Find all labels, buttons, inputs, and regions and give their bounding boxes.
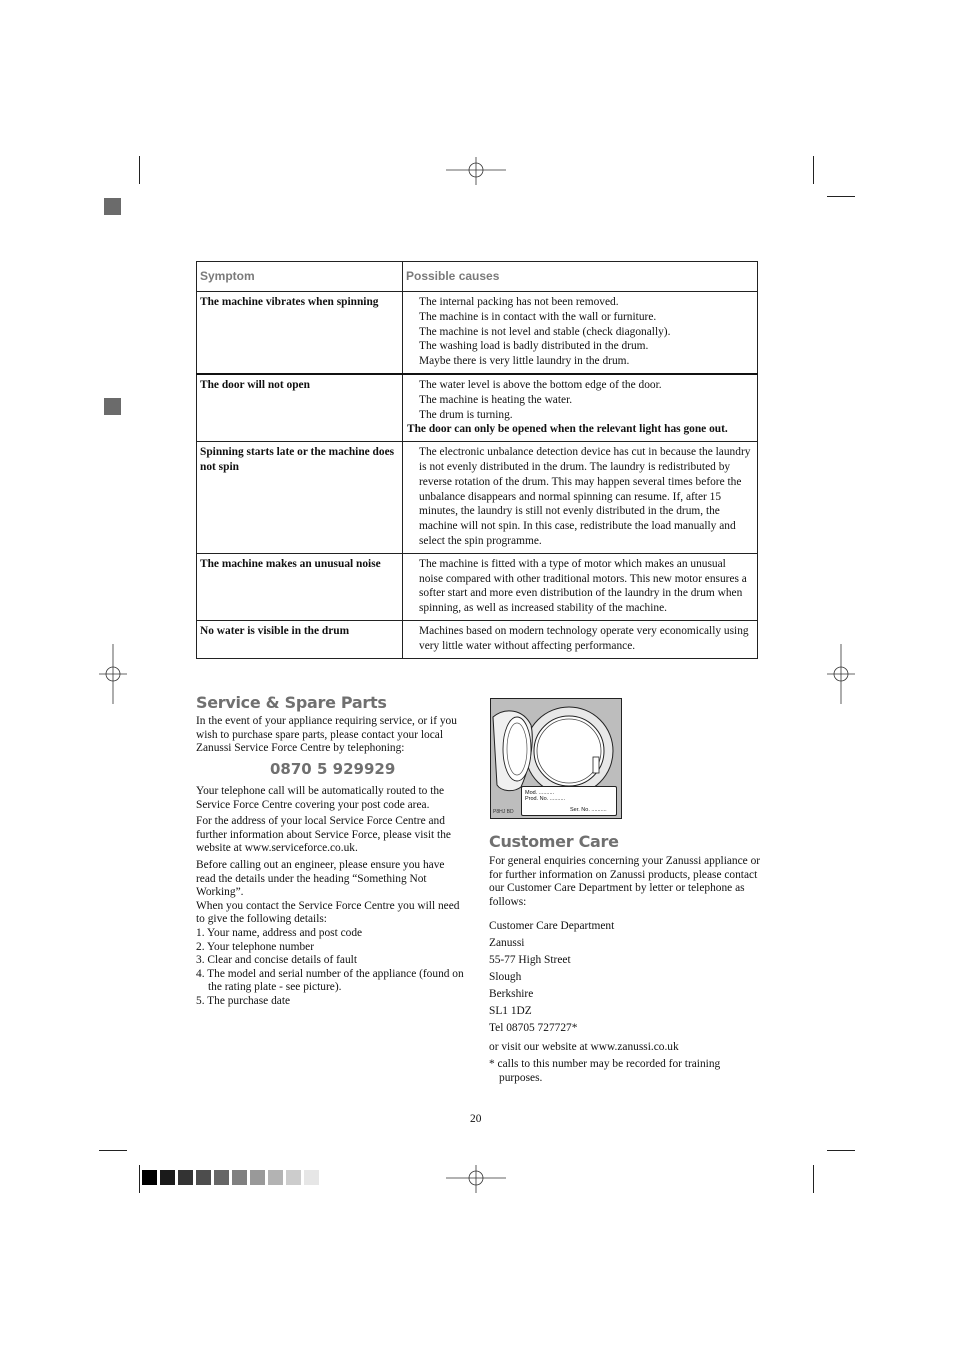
list-item: 2. Your telephone number — [196, 940, 315, 953]
symptom-cell: Spinning starts late or the machine does not spin — [197, 442, 403, 554]
rating-plate-serial-number: Ser. No. .......... — [570, 807, 607, 813]
crop-mark — [827, 196, 855, 197]
margin-marker — [104, 198, 121, 215]
service-paragraph: When you contact the Service Force Centre you will need to give the following details: — [196, 899, 460, 926]
cause-line: The machine is not level and stable (check diagonally). — [419, 325, 671, 338]
address-line: Slough — [489, 970, 522, 983]
cause-line: The machine is in contact with the wall or furniture. — [419, 310, 657, 323]
causes-cell — [403, 553, 758, 620]
address-line: 55-77 High Street — [489, 953, 571, 966]
table-row — [197, 292, 758, 374]
address-line: SL1 1DZ — [489, 1004, 532, 1017]
service-heading: Service & Spare Parts — [196, 693, 387, 712]
cause-note: The door can only be opened when the relevant light has gone out. — [407, 423, 728, 436]
list-item: 5. The purchase date — [196, 994, 291, 1007]
causes-cell — [403, 292, 758, 374]
list-item: 3. Clear and concise details of fault — [196, 954, 357, 967]
color-swatch — [196, 1170, 211, 1185]
customer-care-website: or visit our website at www.zanussi.co.uk — [489, 1041, 679, 1053]
customer-care-heading: Customer Care — [489, 832, 619, 851]
service-phone-number: 0870 5 929929 — [270, 760, 396, 778]
column-header-causes: Possible causes — [403, 262, 758, 292]
rating-plate-product-number: Prod. No. .......... — [525, 796, 566, 802]
list-item: 4. The model and serial number of the appliance (found on the rating plate - see picture). — [196, 967, 464, 994]
color-swatch — [142, 1170, 157, 1185]
rating-plate — [521, 786, 617, 816]
color-swatch — [286, 1170, 301, 1185]
table-row — [197, 553, 758, 620]
column-header-symptom: Symptom — [197, 262, 403, 292]
symptom-cell: The door will not open — [197, 374, 403, 442]
customer-care-intro: For general enquiries concerning your Zanussi appliance or for further information on Zanussi products, please contact our Customer Care Department by letter or telephone as follows: — [489, 855, 761, 908]
cause-line: Maybe there is very little laundry in the drum. — [419, 355, 630, 368]
service-paragraph: Your telephone call will be automatically routed to the Service Force Centre covering your post code area. — [196, 785, 445, 811]
registration-mark-bottom — [446, 1165, 506, 1193]
telephone-line: Tel 08705 727727* — [489, 1021, 578, 1034]
crop-mark — [827, 1150, 855, 1151]
causes-cell — [403, 374, 758, 442]
registration-mark-top — [446, 157, 506, 185]
table-row — [197, 374, 758, 442]
rating-plate-code: P8HJ BD — [493, 809, 514, 815]
symptom-cell: The machine makes an unusual noise — [197, 553, 403, 620]
table-row — [197, 620, 758, 658]
crop-mark — [139, 156, 140, 184]
cause-text: Machines based on modern technology operate very economically using very little water without affecting performance. — [419, 624, 749, 652]
cause-line: The water level is above the bottom edge of the door. — [419, 378, 662, 391]
crop-mark — [813, 1165, 814, 1193]
margin-marker — [104, 398, 121, 415]
customer-care-address — [489, 920, 761, 1039]
cause-line: The washing load is badly distributed in the drum. — [419, 340, 649, 353]
table-row — [197, 442, 758, 554]
service-paragraph: For the address of your local Service Force Centre and further information about Service Force, please visit the website at www.serviceforce.co.uk. — [196, 815, 451, 855]
address-line: Zanussi — [489, 936, 525, 949]
crop-mark — [813, 156, 814, 184]
service-body — [196, 785, 464, 1009]
color-swatch — [268, 1170, 283, 1185]
symptom-cell: No water is visible in the drum — [197, 620, 403, 658]
table-header-row — [197, 262, 758, 292]
crop-mark — [99, 1150, 127, 1151]
details-list — [196, 927, 464, 1009]
customer-care-footnote: * calls to this number may be recorded for training purposes. — [489, 1058, 721, 1084]
symptom-cell: The machine vibrates when spinning — [197, 292, 403, 374]
color-swatch — [160, 1170, 175, 1185]
cause-line: The internal packing has not been removed. — [419, 296, 619, 308]
color-swatch — [232, 1170, 247, 1185]
rating-plate-picture — [490, 698, 622, 819]
registration-mark-right — [827, 644, 855, 704]
causes-cell — [403, 442, 758, 554]
crop-mark — [139, 1165, 140, 1193]
color-swatch — [178, 1170, 193, 1185]
color-swatch — [304, 1170, 319, 1185]
cause-text: The machine is fitted with a type of motor which makes an unusual noise compared with other traditional motors. This new motor ensures a softer start and more even distribution of the laundry in the drum when spinning, as well as increased stability of the machine. — [419, 557, 747, 615]
color-swatch — [250, 1170, 265, 1185]
color-swatch — [214, 1170, 229, 1185]
troubleshooting-table — [196, 261, 758, 659]
cause-line: The machine is heating the water. — [419, 393, 573, 406]
address-line: Berkshire — [489, 987, 534, 1000]
causes-cell — [403, 620, 758, 658]
service-paragraph: Before calling out an engineer, please ensure you have read the details under the heading “Something Not Working”. — [196, 858, 445, 899]
cause-text: The electronic unbalance detection device has cut in because the laundry is not evenly distributed in the drum. The laundry is redistributed by reverse rotation of the drum. This may happen several times before the unbalance disappears and normal spinning can resume. If, after 15 minutes, the laundry is still not evenly distributed in the drum, the machine will not spin. In this case, redistribute the load manually and select the spin programme. — [419, 446, 751, 547]
address-line: Customer Care Department — [489, 920, 615, 932]
page-number: 20 — [470, 1113, 482, 1125]
cause-line: The drum is turning. — [419, 408, 513, 421]
rating-plate-model: Mod. .......... — [525, 790, 555, 796]
service-intro: In the event of your appliance requiring service, or if you wish to purchase spare parts, please contact your local Zanussi Service Force Centre by telephoning: — [196, 715, 457, 755]
registration-mark-left — [99, 644, 127, 704]
list-item: 1. Your name, address and post code — [196, 926, 363, 939]
